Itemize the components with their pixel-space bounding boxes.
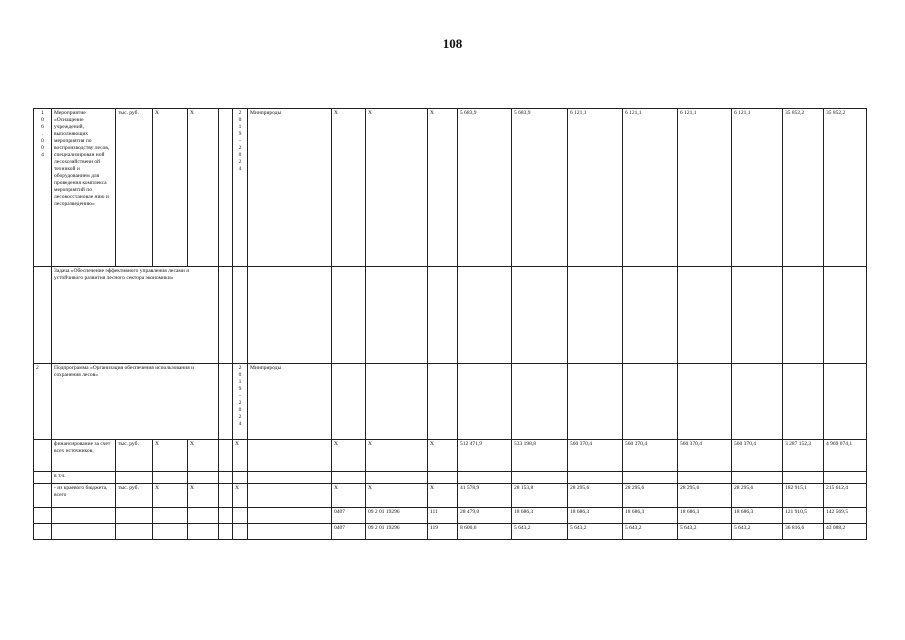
target-article-code: 09 2 01 19296 [366,507,428,523]
value-1: 5 683,9 [458,109,512,267]
cell-empty [233,523,248,539]
cell-empty [512,266,568,363]
cell-empty [188,472,219,484]
value-total: 36 816,6 [783,523,824,539]
cell-empty [678,472,732,484]
cell-empty [366,266,428,363]
cell-empty [458,266,512,363]
cell-empty [248,484,332,507]
cell-empty [568,363,623,439]
value-3: 5 643,2 [568,523,623,539]
cell-empty [824,472,867,484]
table-row-kbk-111 [34,507,867,523]
cell-empty [116,523,153,539]
cell-empty [623,266,678,363]
cell-empty [219,484,233,507]
page-number: 108 [442,36,463,51]
value-3: 18 686,3 [568,507,623,523]
subprogram-name: Подпрограмма «Организация обеспечения использования и сохранения лесов» [52,363,219,439]
cell-empty [428,266,458,363]
cell-empty [783,363,824,439]
cell-x: X [428,109,458,267]
value-4: 5 643,2 [623,523,678,539]
cell-empty [732,472,783,484]
cell-empty [233,472,248,484]
cell-empty [428,472,458,484]
cell-empty [34,439,52,471]
value-5: 560 370,4 [678,439,732,471]
value-2: 28 153,8 [512,484,568,507]
value-4: 18 686,3 [623,507,678,523]
cell-x: X [153,109,188,267]
expense-type-code: 119 [428,523,458,539]
cell-empty [219,109,233,267]
cell-empty [783,472,824,484]
cell-empty [366,363,428,439]
cell-x: X [188,484,219,507]
value-total: 3 287 152,3 [783,439,824,471]
cell-empty [824,266,867,363]
value-total: 182 915,1 [783,484,824,507]
cell-empty [233,266,248,363]
value-grand-total: 4 969 074,1 [824,439,867,471]
cell-x: X [332,484,366,507]
cell-empty [332,472,366,484]
budget-table [33,108,867,540]
cell-x: X [153,439,188,471]
value-1: 8 600,6 [458,523,512,539]
executor: Минприроды [248,109,332,267]
cell-x: X [332,109,366,267]
cell-x: X [188,439,219,471]
row-number: 1 0 6 . 0 0 4 [34,109,52,267]
cell-empty [219,507,233,523]
cell-empty [52,507,116,523]
cell-x: X [332,439,366,471]
cell-empty [458,363,512,439]
cell-empty [248,472,332,484]
cell-empty [568,472,623,484]
value-2: 533 198,8 [512,439,568,471]
cell-x: X [428,439,458,471]
value-6: 560 370,4 [732,439,783,471]
cell-x: X [233,484,248,507]
cell-empty [512,363,568,439]
target-article-code: 09 2 01 19296 [366,523,428,539]
unit: тыс. руб. [116,439,153,471]
cell-empty [366,472,428,484]
cell-x: X [153,484,188,507]
cell-empty [248,507,332,523]
cell-empty [34,266,52,363]
value-1: 28 479,0 [458,507,512,523]
cell-empty [732,363,783,439]
value-1: 512 471,9 [458,439,512,471]
cell-empty [219,266,233,363]
cell-empty [248,266,332,363]
cell-empty [34,484,52,507]
value-grand-total: 43 088,2 [824,523,867,539]
cell-empty [678,266,732,363]
table-row-including [34,472,867,484]
value-grand-total: 35 852,2 [824,109,867,267]
cell-x: X [428,484,458,507]
value-4: 560 370,4 [623,439,678,471]
unit: тыс. руб. [116,484,153,507]
cell-empty [219,472,233,484]
table-row-subprogram [34,363,867,439]
table-row-task [34,266,867,363]
value-2: 5 643,2 [512,523,568,539]
value-5: 18 686,3 [678,507,732,523]
cell-x: X [366,109,428,267]
value-3: 28 295,6 [568,484,623,507]
regional-budget-name: - из краевого бюджета, всего [52,484,116,507]
cell-empty [568,266,623,363]
cell-empty [116,507,153,523]
expense-type-code: 111 [428,507,458,523]
value-6: 18 686,3 [732,507,783,523]
value-1: 41 578,9 [458,484,512,507]
value-grand-total: 142 569,5 [824,507,867,523]
cell-empty [248,523,332,539]
cell-empty [458,472,512,484]
row-number: 2 [34,363,52,439]
table-row-regional-budget [34,484,867,507]
cell-empty [623,363,678,439]
cell-empty [52,523,116,539]
cell-x: X [366,439,428,471]
cell-x: X [366,484,428,507]
value-6: 5 643,2 [732,523,783,539]
cell-empty [153,507,188,523]
cell-empty [332,266,366,363]
executor: Минприроды [248,363,332,439]
cell-x: X [233,439,248,471]
value-2: 18 686,3 [512,507,568,523]
cell-empty [153,523,188,539]
including-label: в т.ч. [52,472,116,484]
cell-x: X [188,109,219,267]
financing-name: финансирование за счет всех источников, [52,439,116,471]
cell-empty [678,363,732,439]
cell-empty [153,472,188,484]
cell-empty [188,507,219,523]
cell-empty [219,363,233,439]
value-total: 121 910,5 [783,507,824,523]
cell-empty [233,507,248,523]
value-total: 35 852,2 [783,109,824,267]
section-code: 0407 [332,523,366,539]
value-3: 6 121,1 [568,109,623,267]
value-6: 28 295,6 [732,484,783,507]
cell-empty [332,363,366,439]
value-4: 6 121,1 [623,109,678,267]
years: 2 0 1 9 - 2 0 2 4 [233,363,248,439]
value-5: 6 121,1 [678,109,732,267]
section-code: 0407 [332,507,366,523]
cell-empty [34,507,52,523]
cell-empty [219,523,233,539]
cell-empty [116,472,153,484]
measure-name: Мероприятие «Оснащение учреждений, выполняющих мероприятия по воспроизводству лесов, специализирован ной лесохозяйственн ой техникой и оборудованием для проведения комплекса мероприятий по лесовосстановле нию и лесоразведению» [52,109,116,267]
cell-empty [783,266,824,363]
years: 2 0 1 9 - 2 0 2 4 [233,109,248,267]
cell-empty [623,472,678,484]
value-2: 5 683,9 [512,109,568,267]
table-row-kbk-119 [34,523,867,539]
cell-empty [34,523,52,539]
value-grand-total: 215 612,4 [824,484,867,507]
value-6: 6 121,1 [732,109,783,267]
cell-empty [34,472,52,484]
cell-empty [248,439,332,471]
value-4: 28 295,6 [623,484,678,507]
unit: тыс. руб. [116,109,153,267]
cell-empty [824,363,867,439]
value-5: 28 295,6 [678,484,732,507]
value-3: 560 370,4 [568,439,623,471]
cell-empty [732,266,783,363]
table-row-financing [34,439,867,471]
table-row-measure [34,109,867,267]
task-text: Задача «Обеспечение эффективного управления лесами и устойчивого развития лесного сектора экономики» [52,266,219,363]
value-5: 5 643,2 [678,523,732,539]
cell-empty [188,523,219,539]
cell-empty [512,472,568,484]
cell-empty [428,363,458,439]
cell-empty [219,439,233,471]
